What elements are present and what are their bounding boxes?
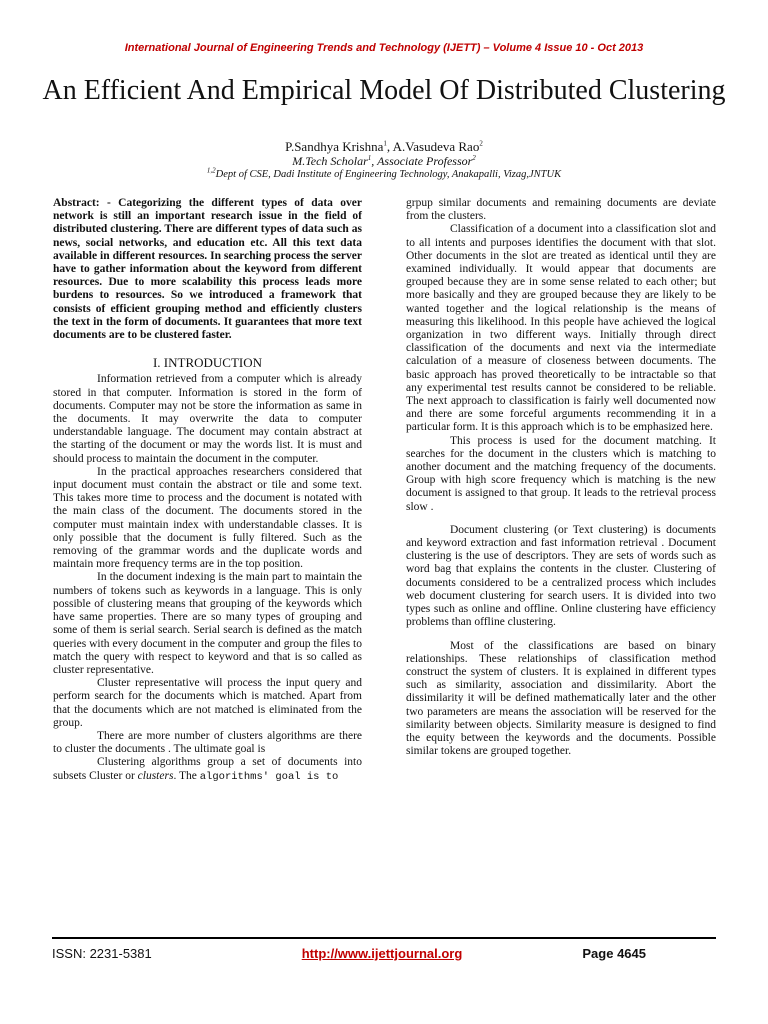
emphasis: clusters: [137, 769, 174, 782]
paragraph-text: algorithms' goal is to: [199, 770, 339, 783]
paragraph: In the document indexing is the main part to maintain the numbers of tokens such as keywords in a language. This is only possible of clustering means that grouping of the keywords which have same properties. There are so many types of grouping and some of them is serial search. Serial search is defined as the match queries with every document in the computer and group the files to match the query with respect to keyword and that is so called as cluster representative.: [53, 571, 362, 676]
journal-link[interactable]: http://www.ijettjournal.org: [301, 946, 463, 961]
paragraph-text: . The: [173, 769, 200, 782]
role-separator: ,: [371, 154, 378, 168]
role-1: M.Tech Scholar: [292, 154, 368, 168]
paragraph-text: Clustering algorithms group a set of documents into subsets Cluster or: [53, 756, 362, 782]
paragraph: Classification of a document into a classification slot and to all intents and purposes identifies the document with that slot. Other documents in the slot are treated as identical until they are examined individually. It would appear that documents are grouped because they are in some sense related to each other; but more basically and they are grouped because they are likely to be wanted together and the logical relationship is the means of measuring this likelihood. In this people have achieved the logical organization in two different ways. Initially through direct classification of the documents and next via the intermediate calculation of a measure of closeness between documents. The basic approach has proved theoretically to be intractable so that any experimental test results cannot be considered to be reliable. The next approach to classification is fairly well documented now and there are some forceful arguments recommending it in a particular form. It is this approach which is to be emphasized here.: [406, 223, 716, 434]
paragraph: In the practical approaches researchers considered that input document must contain the abstract or tile and some text. This takes more time to process and the document is notated with the main class of the document. The documents stored in the computer must maintain index with understandable classes. It is only possible that the document is fully filtered. Such as the removing of the grammar words and the duplicate words and maintain more frequency terms are in the top position.: [53, 465, 362, 571]
page-footer: [52, 946, 716, 964]
role-2-sup: 2: [472, 154, 476, 162]
paragraph: [53, 756, 362, 783]
paragraph: Cluster representative will process the input query and perform search for the documents which is matched. Apart from that the documents which are not matched is eliminated from the group.: [53, 677, 362, 729]
author-2-sup: 2: [479, 139, 483, 148]
issn: ISSN: 2231-5381: [52, 946, 152, 961]
author-line: [0, 139, 768, 154]
page-number: Page 4645: [582, 946, 646, 961]
affiliation-sup: 1,2: [206, 166, 216, 175]
abstract: Abstract: - Categorizing the different types of data over network is still an important research issue in the field of distributed clustering. There are different types of data such as news, social networks, and education etc. All this text data available in different resources. In searching process the server have to gather information about the keyword from different resources. Due to more scalability this process leads more burdens to resources. So we introduced a framework that consists of efficient grouping method and efficiently clusters the text in the form of documents. It guarantees that more text documents are to be clustered faster.: [53, 197, 362, 342]
author-1: P.Sandhya Krishna: [285, 139, 384, 154]
paragraph: grpup similar documents and remaining documents are deviate from the clusters.: [406, 197, 716, 223]
author-separator: ,: [386, 139, 393, 154]
paper-title: An Efficient And Empirical Model Of Distributed Clustering: [42, 75, 726, 106]
affiliation: [0, 166, 768, 181]
paragraph: Information retrieved from a computer which is already stored in that computer. Information is stored in the form of documents. Computer may not be store the information as same in the documents. It may overwrite the data to computer understandable language. The document may contain abstract at the starting of the document or may the words list. It is must and should process to maintain the document in the computer.: [53, 373, 362, 465]
author-roles: [0, 154, 768, 168]
paragraph: Document clustering (or Text clustering) is documents and keyword extraction and fast information retrieval . Document clustering is the use of descriptors. They are sets of words such as word bag that explains the contents in the cluster. Clustering of documents considered to be a centralized process which includes web document clustering for search users. It is divided into two types such as online and offline. Online clustering have efficiency problems than offline clustering.: [406, 523, 716, 629]
section-heading-introduction: I. INTRODUCTION: [152, 355, 263, 371]
author-2: A.Vasudeva Rao: [392, 139, 480, 154]
author-1-sup: 1: [383, 139, 387, 148]
journal-header: International Journal of Engineering Trends and Technology (IJETT) – Volume 4 Issue 10 - Oct 2013: [124, 42, 644, 54]
paragraph: There are more number of clusters algorithms are there to cluster the documents . The ultimate goal is: [53, 729, 362, 756]
footer-divider: [52, 937, 716, 939]
paragraph: Most of the classifications are based on binary relationships. These relationships of classification method construct the system of clusters. It is explained in different types such as similarity, association and dissimilarity. Abort the dissimilarity it will be defined mathematically later and the other two parameters are means the association will be reserved for the similarity between objects. Similarity measure is designed to find the equity between the keywords and the documents. Possible similar tokens are grouped together.: [406, 639, 716, 758]
paragraph: This process is used for the document matching. It searches for the document in the clusters which is matching to another document and the matching frequency of the documents. Group with high score frequency which is matching is the new document is assigned to that group. It leads to the retrieval process slow .: [406, 434, 716, 513]
left-column: [53, 197, 362, 784]
role-2: Associate Professor: [377, 154, 473, 168]
affiliation-text: Dept of CSE, Dadi Institute of Engineering Technology, Anakapalli, Vizag,JNTUK: [215, 169, 562, 180]
right-column: [406, 197, 716, 758]
role-1-sup: 1: [367, 154, 372, 162]
